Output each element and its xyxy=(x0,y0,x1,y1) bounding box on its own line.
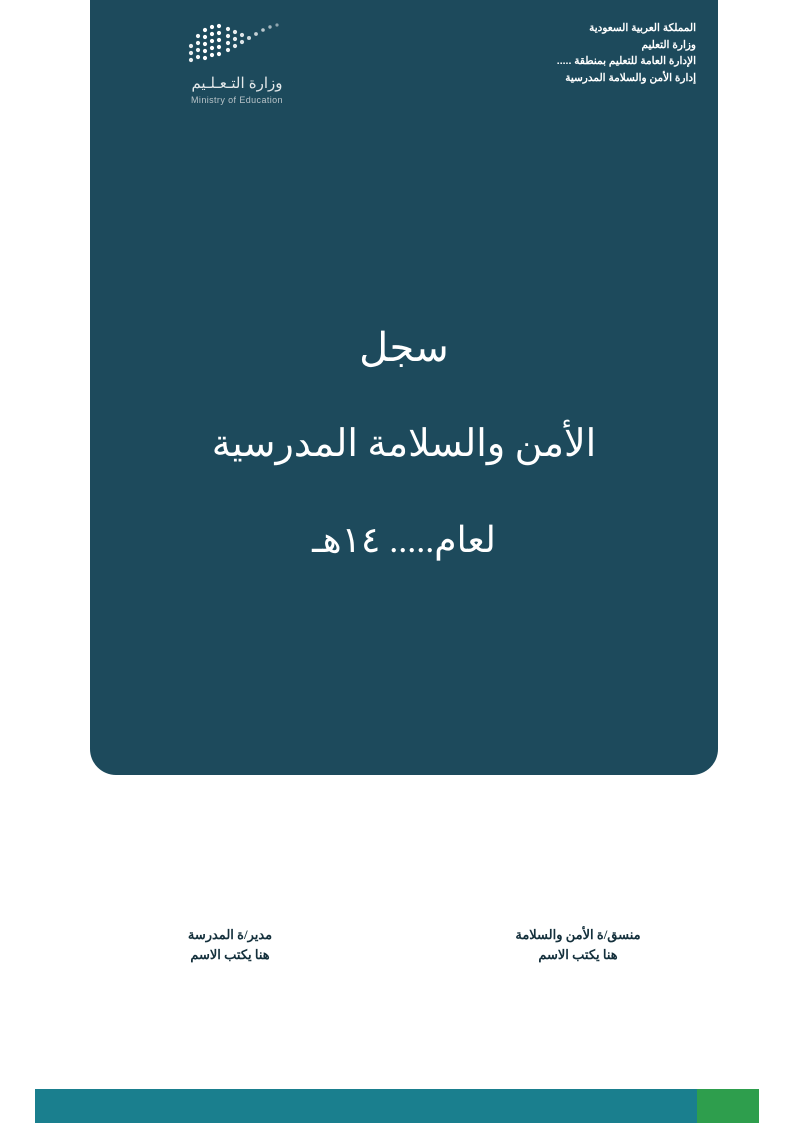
ministry-line-4: إدارة الأمن والسلامة المدرسية xyxy=(565,71,696,84)
ministry-logo xyxy=(152,22,322,105)
signature-coordinator xyxy=(438,925,718,965)
footer-bar-green xyxy=(697,1089,759,1123)
principal-name-hint: هنا يكتب الاسم xyxy=(190,947,270,962)
title-line-3: لعام..... ١٤هـ xyxy=(312,520,496,560)
title-line-1: سجل xyxy=(359,325,449,370)
footer-bar-white-right xyxy=(0,1089,35,1123)
principal-role: مدير/ة المدرسة xyxy=(187,927,273,942)
signature-principal xyxy=(90,925,370,965)
footer-bar-teal xyxy=(35,1089,697,1123)
cover-title xyxy=(90,300,718,588)
ministry-header-text xyxy=(557,20,696,86)
document-header xyxy=(90,14,718,134)
cover-panel xyxy=(90,0,718,775)
signature-block xyxy=(90,925,718,965)
title-line-2: الأمن والسلامة المدرسية xyxy=(211,423,597,465)
footer-bar-white-left xyxy=(759,1089,794,1123)
coordinator-role: منسق/ة الأمن والسلامة xyxy=(515,927,641,942)
moe-dots-logo-icon xyxy=(183,22,291,66)
ministry-line-2: وزارة التعليم xyxy=(641,38,696,51)
logo-english-name: Ministry of Education xyxy=(191,95,283,105)
footer-color-bar xyxy=(0,1089,794,1123)
coordinator-name-hint: هنا يكتب الاسم xyxy=(538,947,618,962)
ministry-line-1: المملكة العربية السعودية xyxy=(589,22,696,34)
logo-arabic-name: وزارة التـعـلـيم xyxy=(191,75,283,92)
ministry-line-3: الإدارة العامة للتعليم بمنطقة ..... xyxy=(556,55,696,67)
